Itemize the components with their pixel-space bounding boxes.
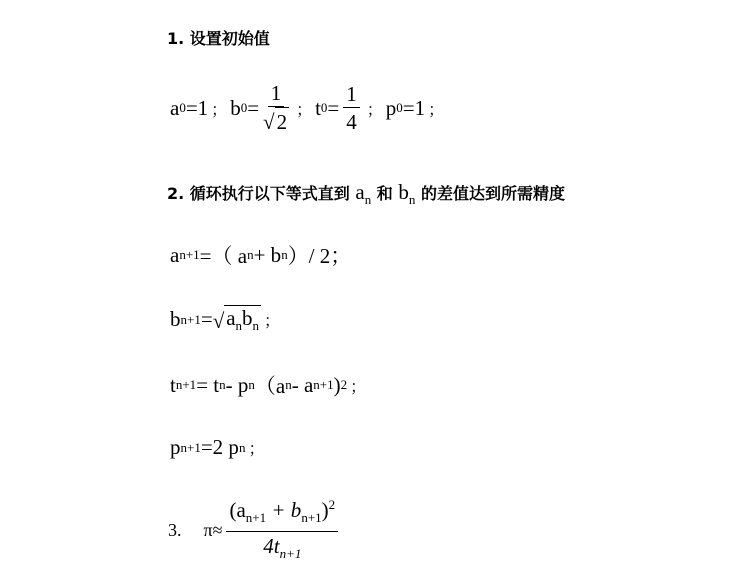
initial-values-equation: a 0 =1 ； b 0 = 1 √ 2 ； t 0 = $\frac{1}{4}$ ； p 0 =1 ； — [170, 81, 445, 134]
equation-b: b n+1 = √ $a_nb_n$ ； — [170, 306, 281, 333]
step1-heading: 1. 设置初始值 — [167, 29, 270, 48]
equation-t: t n+1 = t n - p n （a n - a n+1 ) 2 ； — [170, 372, 367, 398]
pi-formula: 3. π≈ $\frac{(a_{n+1} + b_{n+1})^2}{4t_{n+1}}$ — [168, 492, 342, 568]
step2-heading: 2. 循环执行以下等式直到 $a_n$ 和 $b_n$ 的差值达到所需精度 — [167, 180, 565, 208]
equation-p: p n+1 =2 p n ； — [170, 435, 265, 459]
equation-a: a n+1 =（ a n + b n ）/ 2； — [170, 242, 352, 268]
